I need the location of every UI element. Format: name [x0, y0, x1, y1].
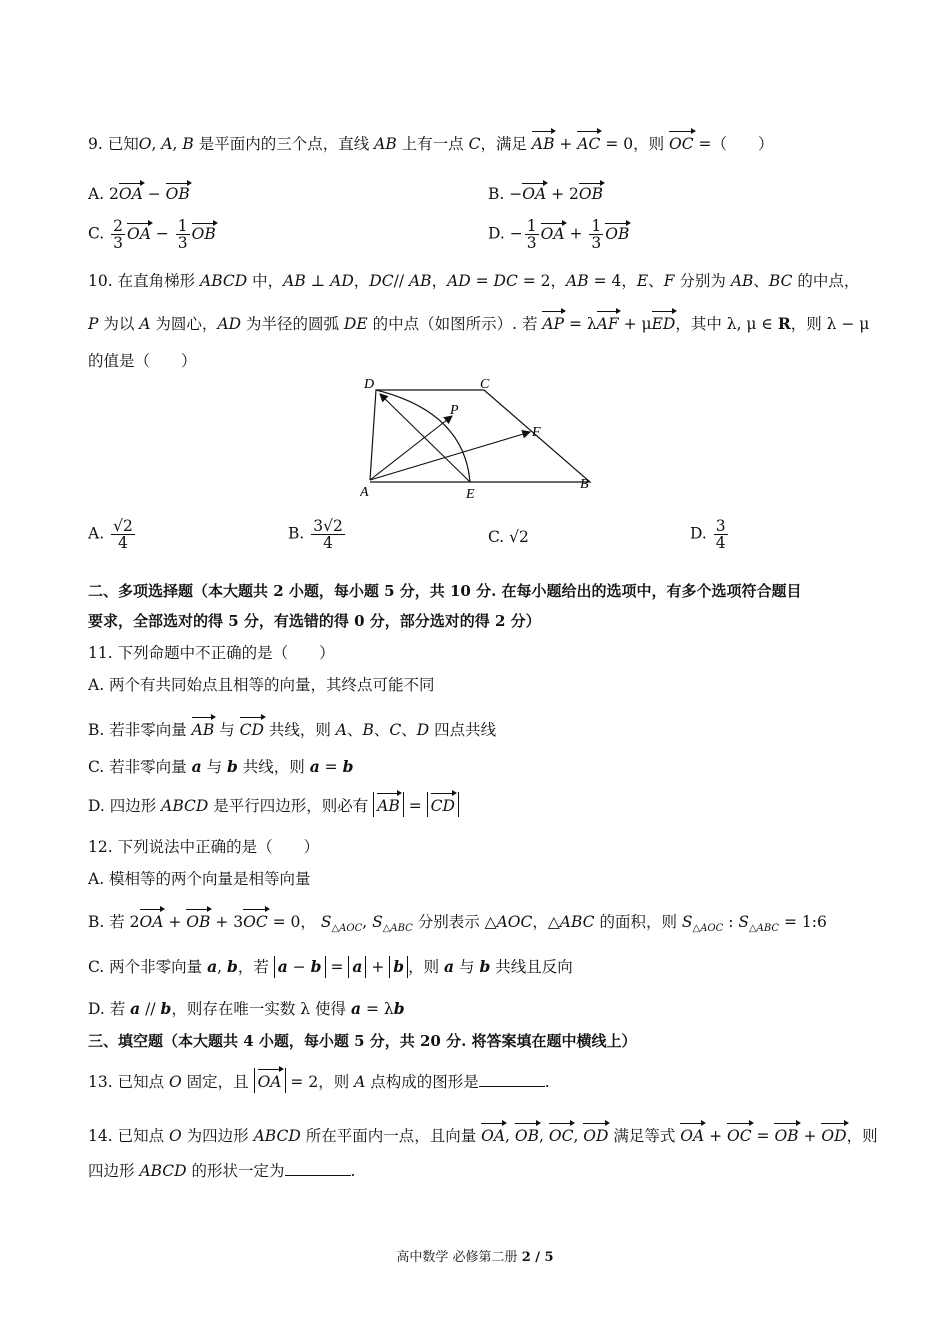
- q13: 13. 已知点 O 固定，且 OA = 2，则 A 点构成的图形是 .: [88, 1068, 550, 1093]
- q10-option-d: D. $\frac{3}{4}$: [690, 517, 726, 552]
- q11-option-a: A. 两个有共同始点且相等的向量，其终点可能不同: [88, 676, 435, 694]
- vector-ap: [370, 416, 452, 480]
- q11-option-b: B. 若非零向量 AB 与 CD 共线，则 A、B、C、D 四点共线: [88, 716, 496, 741]
- trapezoid-figure: [360, 372, 600, 502]
- trapezoid-outline: [370, 390, 590, 482]
- q9-option-b: B. −OA + 2OB: [488, 182, 603, 203]
- q11-option-c: C. 若非零向量 a 与 b 共线，则 a = b: [88, 757, 354, 776]
- label-e: E: [466, 487, 475, 502]
- label-d: D: [364, 377, 375, 392]
- section2-line2: 要求，全部选对的得 5 分，有选错的得 0 分，部分选对的得 2 分）: [88, 612, 541, 630]
- q10-line3: 的值是（ ）: [88, 352, 197, 370]
- q12-option-d: D. 若 a // b，则存在唯一实数 λ 使得 a = λb: [88, 999, 405, 1018]
- q12-stem: 12. 下列说法中正确的是（ ）: [88, 838, 320, 856]
- q9-option-d: D. − $\frac{1}{3}$ OA + $\frac{1}{3}$ OB: [488, 217, 630, 252]
- page-footer: [0, 1246, 950, 1265]
- q10-option-a: A. $\frac{√2}{4}$: [88, 517, 133, 552]
- label-a: A: [360, 485, 369, 500]
- label-b: B: [580, 477, 589, 492]
- section2-line1: 二、多项选择题（本大题共 2 小题，每小题 5 分，共 10 分. 在每小题给出的选项中，有多个选项符合题目: [88, 582, 802, 600]
- q12-option-c: C. 两个非零向量 a, b，若 a − b = a + b ，则 a 与 b 共线且反向: [88, 957, 573, 976]
- label-c: C: [480, 377, 490, 392]
- q10-option-c: C. √2: [488, 528, 529, 546]
- label-p: P: [450, 403, 459, 418]
- q14-line2: 四边形 ABCD 的形状一定为 .: [88, 1162, 356, 1180]
- q12-option-a: A. 模相等的两个向量是相等向量: [88, 870, 311, 888]
- label-f: F: [532, 425, 541, 440]
- q10-line2: P 为以 A 为圆心，AD 为半径的圆弧 DE 的中点（如图所示）. 若 AP = λAF + μED，其中 λ, μ ∈ R，则 λ − μ: [88, 310, 869, 335]
- q12-option-b: B. 若 2OA + OB + 3OC = 0， $S_{\triangle AOC}$, $S_{\triangle ABC}$ 分别表示 △AOC，△ABC 的面积，则 $S_{\triangle AOC}$ : $S_{\triangle ABC}$ = 1:6: [88, 908, 827, 940]
- q10-option-b: B. $\frac{3√2}{4}$: [288, 517, 343, 552]
- q10-line1: 10. 在直角梯形 ABCD 中，AB ⊥ AD，DC// AB，AD = DC = 2，AB = 4，E、F 分别为 AB、BC 的中点，: [88, 272, 860, 290]
- q11-option-d: D. 四边形 ABCD 是平行四边形，则必有 AB = CD: [88, 792, 459, 817]
- q9-stem: 9. 已知O, A, B 是平面内的三个点，直线 AB 上有一点 C，满足 AB + AC = 0，则 OC =（ ）: [88, 130, 774, 155]
- footer-page-number: 2 / 5: [521, 1250, 554, 1265]
- q11-stem: 11. 下列命题中不正确的是（ ）: [88, 644, 335, 662]
- q14-line1: 14. 已知点 O 为四边形 ABCD 所在平面内一点，且向量 OA, OB, OC, OD 满足等式 OA + OC = OB + OD，则: [88, 1122, 878, 1147]
- q9-option-c: C. $\frac{2}{3}$ OA − $\frac{1}{3}$ OB: [88, 217, 216, 252]
- vector-af: [370, 432, 530, 480]
- footer-course: 高中数学 必修第二册: [396, 1250, 518, 1265]
- section3-heading: 三、填空题（本大题共 4 小题，每小题 5 分，共 20 分. 将答案填在题中横线上）: [88, 1032, 637, 1050]
- q9-option-a: A. 2OA − OB: [88, 182, 190, 203]
